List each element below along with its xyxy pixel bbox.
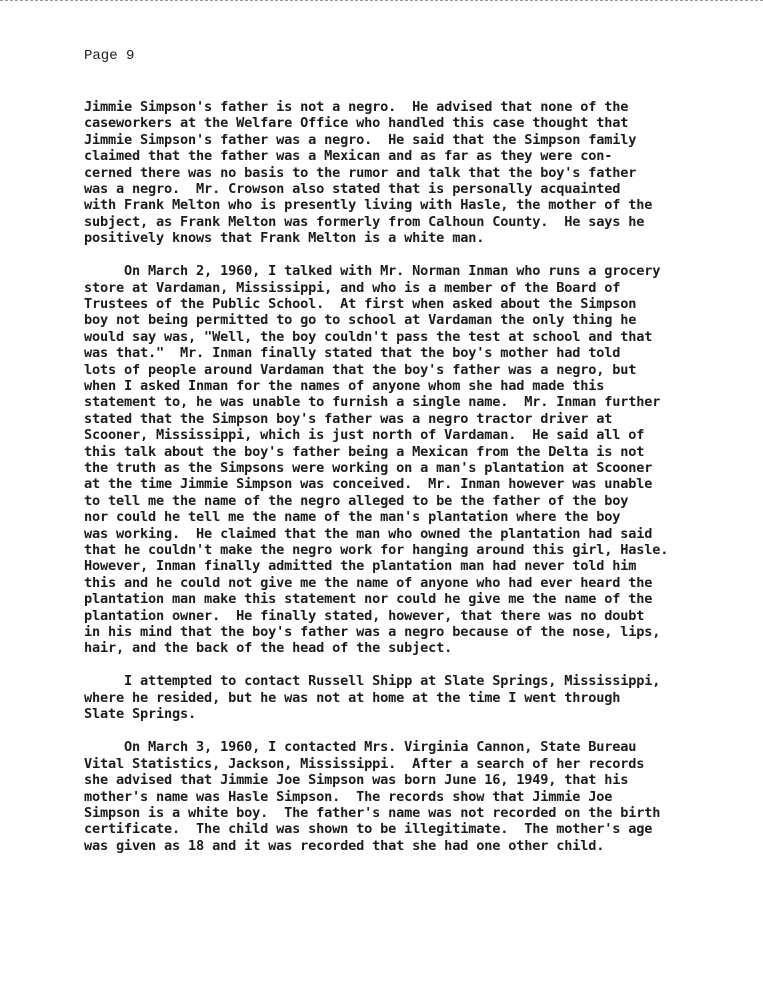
- text-line: to tell me the name of the negro alleged to be the father of the boy: [84, 492, 629, 509]
- text-line: plantation owner. He finally stated, however, that there was no doubt: [84, 607, 645, 624]
- text-line: this and he could not give me the name of anyone who had ever heard the: [84, 574, 653, 591]
- text-line: the truth as the Simpsons were working on a man's plantation at Scooner: [84, 460, 653, 476]
- text-line: Scooner, Mississippi, which is just north of Vardaman. He said all of: [84, 427, 645, 444]
- text-line: Jimmie Simpson's father is not a negro. He advised that none of the: [84, 99, 629, 115]
- text-line: Slate Springs.: [84, 706, 197, 723]
- paragraph-inman-interview: [84, 263, 754, 656]
- text-line: store at Vardaman, Mississippi, and who is a member of the Board of: [84, 279, 621, 296]
- text-line: was given as 18 and it was recorded that she had one other child.: [84, 837, 605, 854]
- text-line: positively knows that Frank Melton is a white man.: [84, 230, 485, 247]
- text-line: cerned there was no basis to the rumor and talk that the boy's father: [84, 164, 637, 181]
- text-line: with Frank Melton who is presently living with Hasle, the mother of the: [84, 197, 653, 214]
- paragraph-spacer: [84, 657, 754, 674]
- paragraph-spacer: [84, 247, 754, 264]
- text-line: mother's name was Hasle Simpson. The records show that Jimmie Joe: [84, 788, 613, 805]
- text-line: statement to, he was unable to furnish a single name. Mr. Inman further: [84, 394, 661, 411]
- text-line: lots of people around Vardaman that the boy's father was a negro, but: [84, 361, 637, 378]
- text-line: this talk about the boy's father being a Mexican from the Delta is not: [84, 443, 645, 460]
- text-line: Jimmie Simpson's father was a negro. He said that the Simpson family: [84, 131, 637, 148]
- text-line: hair, and the back of the head of the subject.: [84, 640, 453, 657]
- text-line: that he couldn't make the negro work for hanging around this girl, Hasle.: [84, 541, 669, 558]
- text-line: was that." Mr. Inman finally stated that the boy's mother had told: [84, 345, 621, 362]
- text-line: certificate. The child was shown to be illegitimate. The mother's age: [84, 821, 653, 838]
- text-line: caseworkers at the Welfare Office who handled this case thought that: [84, 115, 629, 132]
- document-body: [84, 99, 754, 854]
- text-line: Trustees of the Public School. At first when asked about the Simpson: [84, 296, 637, 313]
- text-line: On March 2, 1960, I talked with Mr. Norman Inman who runs a grocery: [84, 263, 661, 280]
- text-line: was a negro. Mr. Crowson also stated that is personally acquainted: [84, 180, 621, 197]
- paragraph-vital-statistics: [84, 739, 754, 854]
- text-line: stated that the Simpson boy's father was a negro tractor driver at: [84, 410, 613, 427]
- page-number: Page 9: [84, 48, 135, 64]
- text-line: when I asked Inman for the names of anyone whom she had made this: [84, 378, 605, 395]
- text-line: where he resided, but he was not at home at the time I went through: [84, 689, 621, 706]
- text-line: plantation man make this statement nor could he give me the name of the: [84, 591, 653, 608]
- text-line: subject, as Frank Melton was formerly from Calhoun County. He says he: [84, 213, 645, 230]
- paragraph-spacer: [84, 723, 754, 740]
- text-line: I attempted to contact Russell Shipp at Slate Springs, Mississippi,: [84, 673, 661, 690]
- text-line: boy not being permitted to go to school at Vardaman the only thing he: [84, 312, 637, 329]
- text-line: However, Inman finally admitted the plantation man had never told him: [84, 558, 637, 575]
- text-line: in his mind that the boy's father was a negro because of the nose, lips,: [84, 623, 661, 640]
- paragraph-welfare-office: [84, 99, 754, 247]
- text-line: claimed that the father was a Mexican and as far as they were con-: [84, 148, 613, 165]
- text-line: she advised that Jimmie Joe Simpson was born June 16, 1949, that his: [84, 772, 629, 789]
- paragraph-russell-shipp: [84, 673, 754, 722]
- text-line: On March 3, 1960, I contacted Mrs. Virginia Cannon, State Bureau: [84, 739, 637, 756]
- text-line: was working. He claimed that the man who owned the plantation had said: [84, 525, 653, 542]
- text-line: Vital Statistics, Jackson, Mississippi. After a search of her records: [84, 755, 645, 772]
- text-line: Simpson is a white boy. The father's name was not recorded on the birth: [84, 805, 661, 822]
- text-line: at the time Jimmie Simpson was conceived. Mr. Inman however was unable: [84, 476, 653, 493]
- text-line: would say was, "Well, the boy couldn't pass the test at school and that: [84, 328, 653, 345]
- text-line: nor could he tell me the name of the man's plantation where the boy: [84, 509, 621, 526]
